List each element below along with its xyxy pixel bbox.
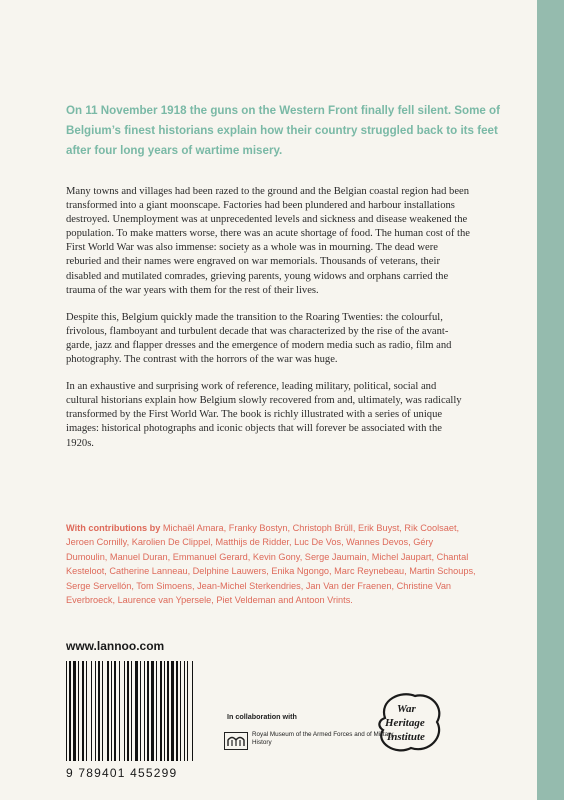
paragraph-2: Despite this, Belgium quickly made the transition to the Roaring Twenties: the colourful, frivolous, flamboyant and turbulent decade that was characterized by the rise of the avant-garde, jazz and flapper dresses and the emergence of modern media such as radio, film and photography. The contrast with the horrors of the war was huge.	[66, 311, 452, 366]
isbn-number: 9 789401 455299	[66, 766, 178, 780]
body-text	[66, 185, 471, 464]
war-heritage-institute-logo	[371, 688, 449, 756]
spine-band	[537, 0, 564, 800]
intro-blurb: On 11 November 1918 the guns on the Western Front finally fell silent. Some of Belgium’s finest historians explain how their country struggled back to its feet after four long years of wartime misery.	[66, 104, 501, 157]
svg-text:War: War	[397, 703, 416, 715]
museum-logo-icon	[224, 732, 248, 750]
paragraph-1: Many towns and villages had been razed to the ground and the Belgian coastal region had been transformed into a giant moonscape. Factories had been plundered and harbour installations destroyed. Unemployment was at unprecedented levels and sickness and disease weakened the population. To make matters worse, there was an acute shortage of food. The human cost of the First World War was also immense: society as a whole was in mourning. The dead were reburied and their names were engraved on war memorials. Thousands of veterans, their disabled and mutilated comrades, grieving parents, young widows and orphans carried the trauma of the war years with them for the rest of their lives.	[66, 186, 470, 296]
publisher-website[interactable]: www.lannoo.com	[66, 639, 165, 653]
svg-text:Heritage: Heritage	[385, 717, 425, 729]
collaboration-label: In collaboration with	[227, 712, 297, 721]
museum-name: Royal Museum of the Armed Forces and of Military History	[252, 731, 394, 746]
contributors-lead: With contributions by	[66, 523, 161, 533]
paragraph-3: In an exhaustive and surprising work of reference, leading military, political, social and cultural historians explain how Belgium slowly recovered from and, ultimately, was radically transformed by the First World War. The book is richly illustrated with a series of unique images: historical photographs and iconic objects that will forever be associated with the 1920s.	[66, 381, 462, 449]
contributors-list	[66, 521, 476, 607]
contributors-names: Michaël Amara, Franky Bostyn, Christoph Brüll, Erik Buyst, Rik Coolsaet, Jeroen Cornilly, Karolien De Clippel, Matthijs de Ridder, Luc De Vos, Wannes Devos, Géry Dumoulin, Manuel Duran, Emmanuel Gerard, Kevin Gony, Serge Jaumain, Michel Jaupart, Chantal Kesteloot, Catherine Lanneau, Delphine Lauwers, Enika Ngongo, Marc Reynebeau, Martin Schoups, Serge Servellón, Tom Simoens, Jean-Michel Sterkendries, Jan Van der Fraenen, Christine Van Everbroeck, Laurence van Ypersele, Piet Veldeman and Antoon Vrints.	[66, 523, 476, 606]
svg-text:Institute: Institute	[387, 731, 425, 743]
barcode-icon	[66, 661, 204, 761]
